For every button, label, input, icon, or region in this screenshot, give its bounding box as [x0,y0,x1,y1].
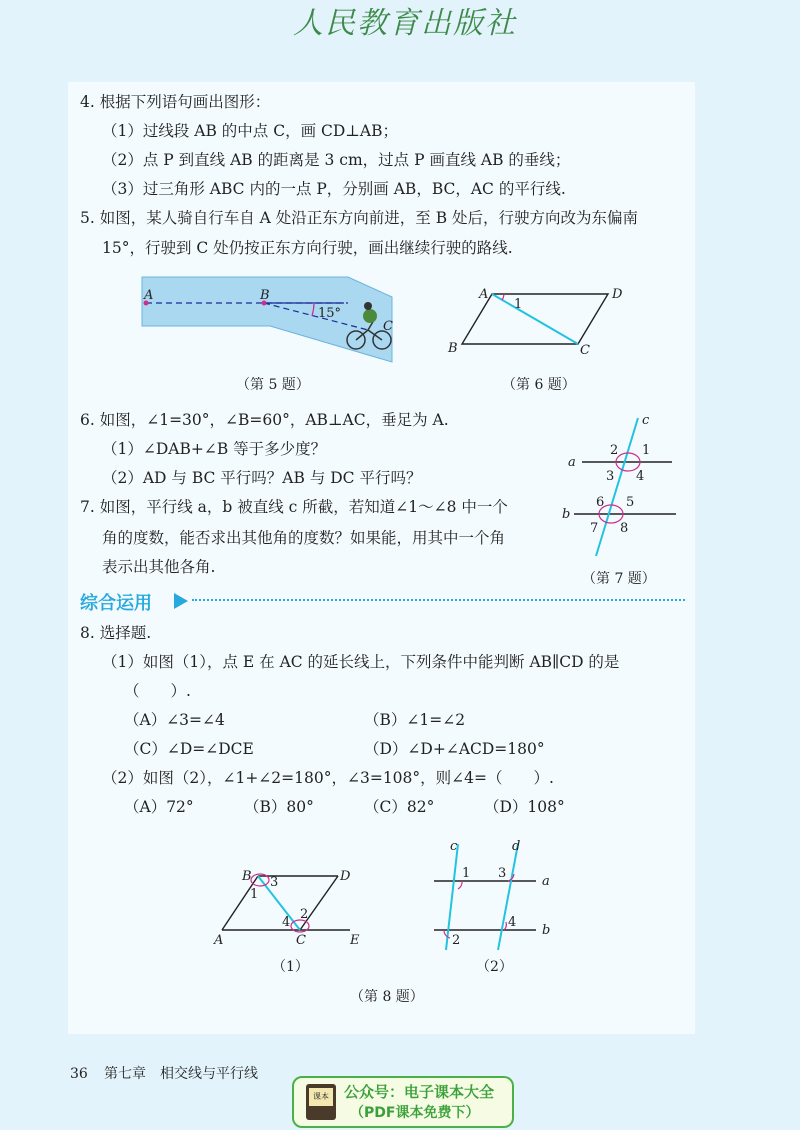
q2-option-b: （B）80° [244,798,314,816]
section-divider [192,599,685,601]
label-1: 1 [642,443,651,458]
label-b: B [260,288,270,303]
problem-7-line-2: 角的度数，能否求出其他角的度数？如果能，用其中一个角 [102,529,506,547]
label-b: b [542,923,551,938]
section-title: 综合运用 [80,593,152,614]
problem-4-item-1: （1）过线段 AB 的中点 C，画 CD⊥AB； [102,122,398,140]
caption-figure-6: （第 6 题） [502,377,576,393]
angle-1-arc [502,294,504,300]
label-b: b [562,507,571,522]
caption-figure-8-2: （2） [476,959,513,975]
book-icon: 课本 [306,1084,336,1120]
figure-6-parallelogram [444,282,634,360]
label-3: 3 [606,469,615,484]
diagonal-ac [492,294,578,344]
label-c: C [383,319,393,334]
chapter-title: 第七章 相交线与平行线 [104,1066,258,1082]
label-6: 6 [596,495,605,510]
label-2: 2 [452,933,461,948]
label-c: c [642,413,650,428]
label-a: A [214,933,224,948]
problem-8-q2-line: （2）如图（2），∠1+∠2=180°，∠3=108°，则∠4=（ ）. [102,769,554,787]
angle-4-arc [504,922,506,930]
caption-figure-7: （第 7 题） [582,571,656,587]
figure-8-1 [210,862,370,952]
q2-option-d: （D）108° [484,798,565,816]
watermark-line-1: 公众号：电子课本大全 [344,1083,495,1101]
q1-option-b: （B）∠1=∠2 [364,711,466,729]
angle-1-arc [458,881,462,889]
label-2: 2 [300,907,309,922]
label-angle-15: 15° [318,306,342,321]
label-2: 2 [610,443,619,458]
publisher-logo: 人民教育出版社 [293,6,517,41]
label-c: c [450,839,458,854]
watermark-line-2: （PDF课本免费下） [350,1105,480,1121]
problem-5-line-1: 5. 如图，某人骑自行车自 A 处沿正东方向前进，至 B 处后，行驶方向改为东偏南 [80,209,639,227]
label-a: A [479,287,489,302]
label-5: 5 [626,495,635,510]
problem-8-stem: 8. 选择题. [80,624,152,642]
transversal-c [596,418,638,556]
label-c: C [580,343,590,358]
figure-8-2 [428,836,558,954]
label-b: B [242,869,252,884]
label-a: a [568,455,576,470]
section-arrow-icon [174,593,188,609]
label-7: 7 [590,521,599,536]
problem-6-item-2: （2）AD 与 BC 平行吗？AB 与 DC 平行吗？ [102,469,422,487]
problem-8-q1-line-2: （ ）. [124,682,191,700]
figure-7-parallel-lines [560,410,680,560]
label-a: a [542,874,550,889]
problem-8-q1-line-1: （1）如图（1），点 E 在 AC 的延长线上，下列条件中能判断 AB∥CD 的是 [102,653,620,671]
q2-option-a: （A）72° [124,798,194,816]
label-1: 1 [462,866,471,881]
problem-7-line-3: 表示出其他各角. [102,558,216,576]
label-e: E [350,933,360,948]
q1-option-d: （D）∠D+∠ACD=180° [364,740,545,758]
q1-option-a: （A）∠3=∠4 [124,711,225,729]
label-b: B [448,341,458,356]
label-d: D [340,869,351,884]
problem-5-line-2: 15°，行驶到 C 处仍按正东方向行驶，画出继续行驶的路线. [102,239,513,257]
label-3: 3 [498,866,507,881]
label-d: d [512,839,521,854]
caption-figure-8-1: （1） [272,959,309,975]
label-c: C [296,933,306,948]
label-8: 8 [620,521,629,536]
label-3: 3 [270,875,279,890]
label-4: 4 [636,469,645,484]
caption-figure-5: （第 5 题） [236,377,310,393]
q2-option-c: （C）82° [364,798,435,816]
label-d: D [612,287,623,302]
label-4: 4 [508,915,517,930]
watermark-banner [292,1076,514,1128]
problem-6-item-1: （1）∠DAB+∠B 等于多少度？ [102,440,327,458]
problem-4-item-2: （2）点 P 到直线 AB 的距离是 3 cm，过点 P 画直线 AB 的垂线； [102,151,571,169]
problem-6-stem: 6. 如图，∠1=30°，∠B=60°，AB⊥AC，垂足为 A. [80,411,449,429]
page-number: 36 [70,1066,88,1082]
label-1: 1 [250,887,259,902]
label-4: 4 [282,915,291,930]
figure-5-road [138,272,400,368]
problem-4-item-3: （3）过三角形 ABC 内的一点 P，分别画 AB，BC，AC 的平行线. [102,180,566,198]
q1-option-c: （C）∠D=∠DCE [124,740,254,758]
label-1: 1 [514,297,523,312]
label-a: A [144,288,154,303]
caption-figure-8: （第 8 题） [350,989,424,1005]
problem-7-line-1: 7. 如图，平行线 a，b 被直线 c 所截，若知道∠1～∠8 中一个 [80,498,508,516]
line-d [498,844,518,950]
problem-4-stem: 4. 根据下列语句画出图形： [80,93,271,111]
